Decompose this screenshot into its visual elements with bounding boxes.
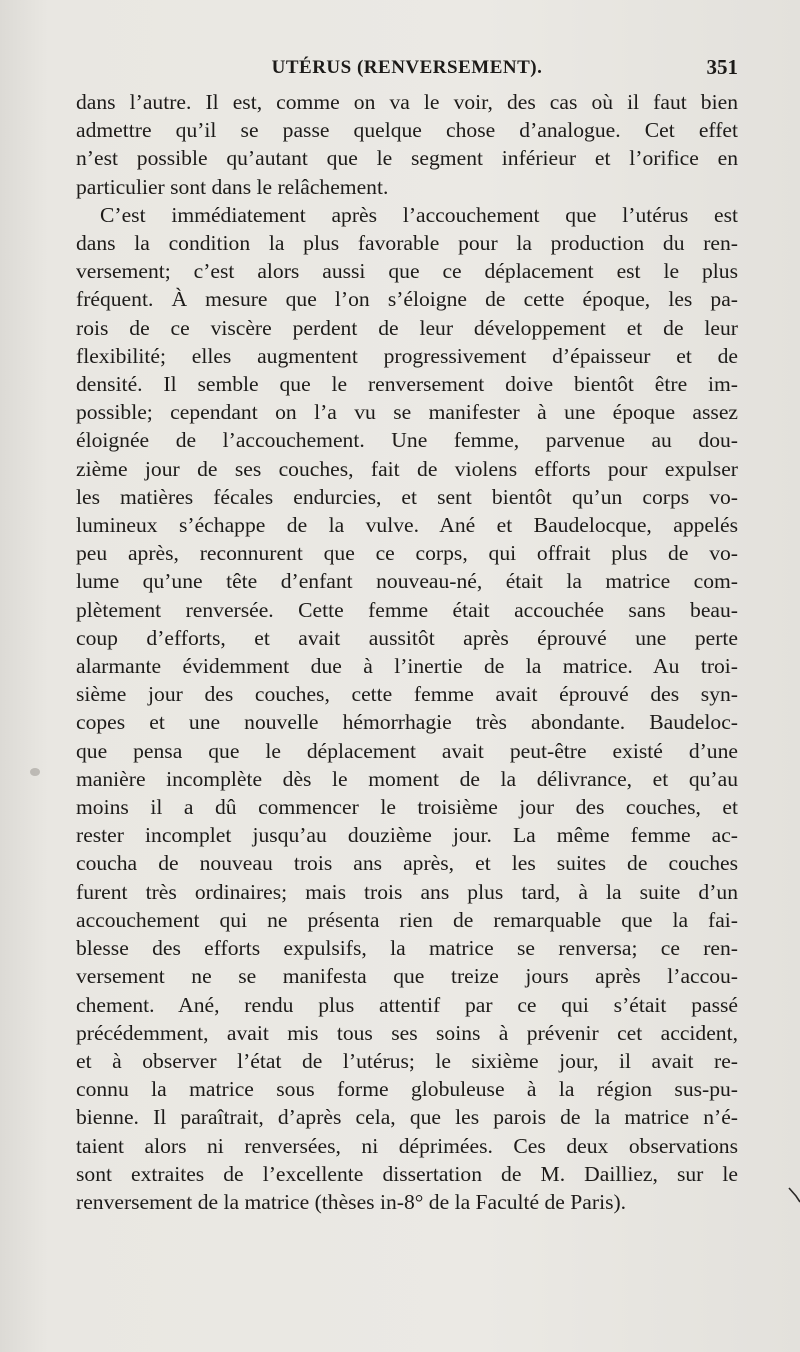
text-line: lume qu’une tête d’enfant nouveau-né, était la matrice com-: [76, 569, 738, 594]
margin-mark-icon: [788, 1186, 800, 1204]
text-line: précédemment, avait mis tous ses soins à prévenir cet accident,: [76, 1020, 738, 1045]
text-line: accouchement qui ne présenta rien de remarquable que la fai-: [76, 907, 738, 932]
text-line: taient alors ni renversées, ni déprimées. Ces deux observations: [76, 1133, 738, 1158]
text-line: C’est immédiatement après l’accouchement que l’utérus est: [100, 202, 738, 227]
text-line: rois de ce viscère perdent de leur développement et de leur: [76, 315, 738, 340]
text-line: dans l’autre. Il est, comme on va le voir, des cas où il faut bien: [76, 90, 738, 114]
text-line: moins il a dû commencer le troisième jour des couches, et: [76, 795, 738, 820]
text-line: sième jour des couches, cette femme avait éprouvé des syn-: [76, 682, 738, 707]
text-line: rester incomplet jusqu’au douzième jour. La même femme ac-: [76, 823, 738, 848]
text-line: blesse des efforts expulsifs, la matrice se renversa; ce ren-: [76, 936, 738, 961]
text-line: flexibilité; elles augmentent progressivement d’épaisseur et de: [76, 343, 738, 368]
ink-smudge: [30, 768, 40, 776]
text-line: dans la condition la plus favorable pour la production du ren-: [76, 231, 738, 256]
text-line: les matières fécales endurcies, et sent bientôt qu’un corps vo-: [76, 484, 738, 509]
text-line: chement. Ané, rendu plus attentif par ce qui s’était passé: [76, 992, 738, 1017]
page-header: [76, 57, 738, 85]
text-line: particulier sont dans le relâchement.: [76, 174, 389, 199]
text-line: renversement de la matrice (thèses in-8° de la Faculté de Paris).: [76, 1189, 627, 1214]
text-line: n’est possible qu’autant que le segment inférieur et l’orifice en: [76, 146, 738, 171]
text-line: manière incomplète dès le moment de la délivrance, et qu’au: [76, 766, 738, 791]
text-line: peu après, reconnurent que ce corps, qui offrait plus de vo-: [76, 541, 738, 566]
text-line: que pensa que le déplacement avait peut-être existé d’une: [76, 738, 738, 763]
text-line: lumineux s’échappe de la vulve. Ané et Baudelocque, appelés: [76, 513, 738, 538]
text-line: furent très ordinaires; mais trois ans plus tard, à la suite d’un: [76, 879, 738, 904]
text-line: et à observer l’état de l’utérus; le sixième jour, il avait re-: [76, 1048, 738, 1073]
body-text: [76, 88, 738, 1216]
text-line: versement; c’est alors aussi que ce déplacement est le plus: [76, 259, 738, 284]
page-number: 351: [706, 55, 738, 79]
text-line: versement ne se manifesta que treize jours après l’accou-: [76, 964, 738, 989]
text-line: zième jour de ses couches, fait de violens efforts pour expulser: [76, 456, 738, 481]
paragraph: [76, 201, 738, 1216]
text-line: fréquent. À mesure que l’on s’éloigne de cette époque, les pa-: [76, 287, 738, 312]
text-line: possible; cependant on l’a vu se manifester à une époque assez: [76, 400, 738, 425]
text-line: copes et une nouvelle hémorrhagie très abondante. Baudeloc-: [76, 710, 738, 735]
text-line: éloignée de l’accouchement. Une femme, parvenue au dou-: [76, 428, 738, 453]
running-head: UTÉRUS (RENVERSEMENT).: [271, 57, 543, 78]
text-line: admettre qu’il se passe quelque chose d’analogue. Cet effet: [76, 118, 738, 143]
text-line: alarmante évidemment due à l’inertie de la matrice. Au troi-: [76, 654, 738, 679]
paragraph: [76, 88, 738, 201]
text-line: bienne. Il paraîtrait, d’après cela, que les parois de la matrice n’é-: [76, 1105, 738, 1130]
text-line: plètement renversée. Cette femme était accouchée sans beau-: [76, 597, 738, 622]
text-line: densité. Il semble que le renversement doive bientôt être im-: [76, 372, 738, 397]
text-line: coucha de nouveau trois ans après, et les suites de couches: [76, 851, 738, 876]
text-line: connu la matrice sous forme globuleuse à la région sus-pu-: [76, 1077, 738, 1102]
text-line: sont extraites de l’excellente dissertation de M. Dailliez, sur le: [76, 1161, 738, 1186]
text-line: coup d’efforts, et avait aussitôt après éprouvé une perte: [76, 625, 738, 650]
